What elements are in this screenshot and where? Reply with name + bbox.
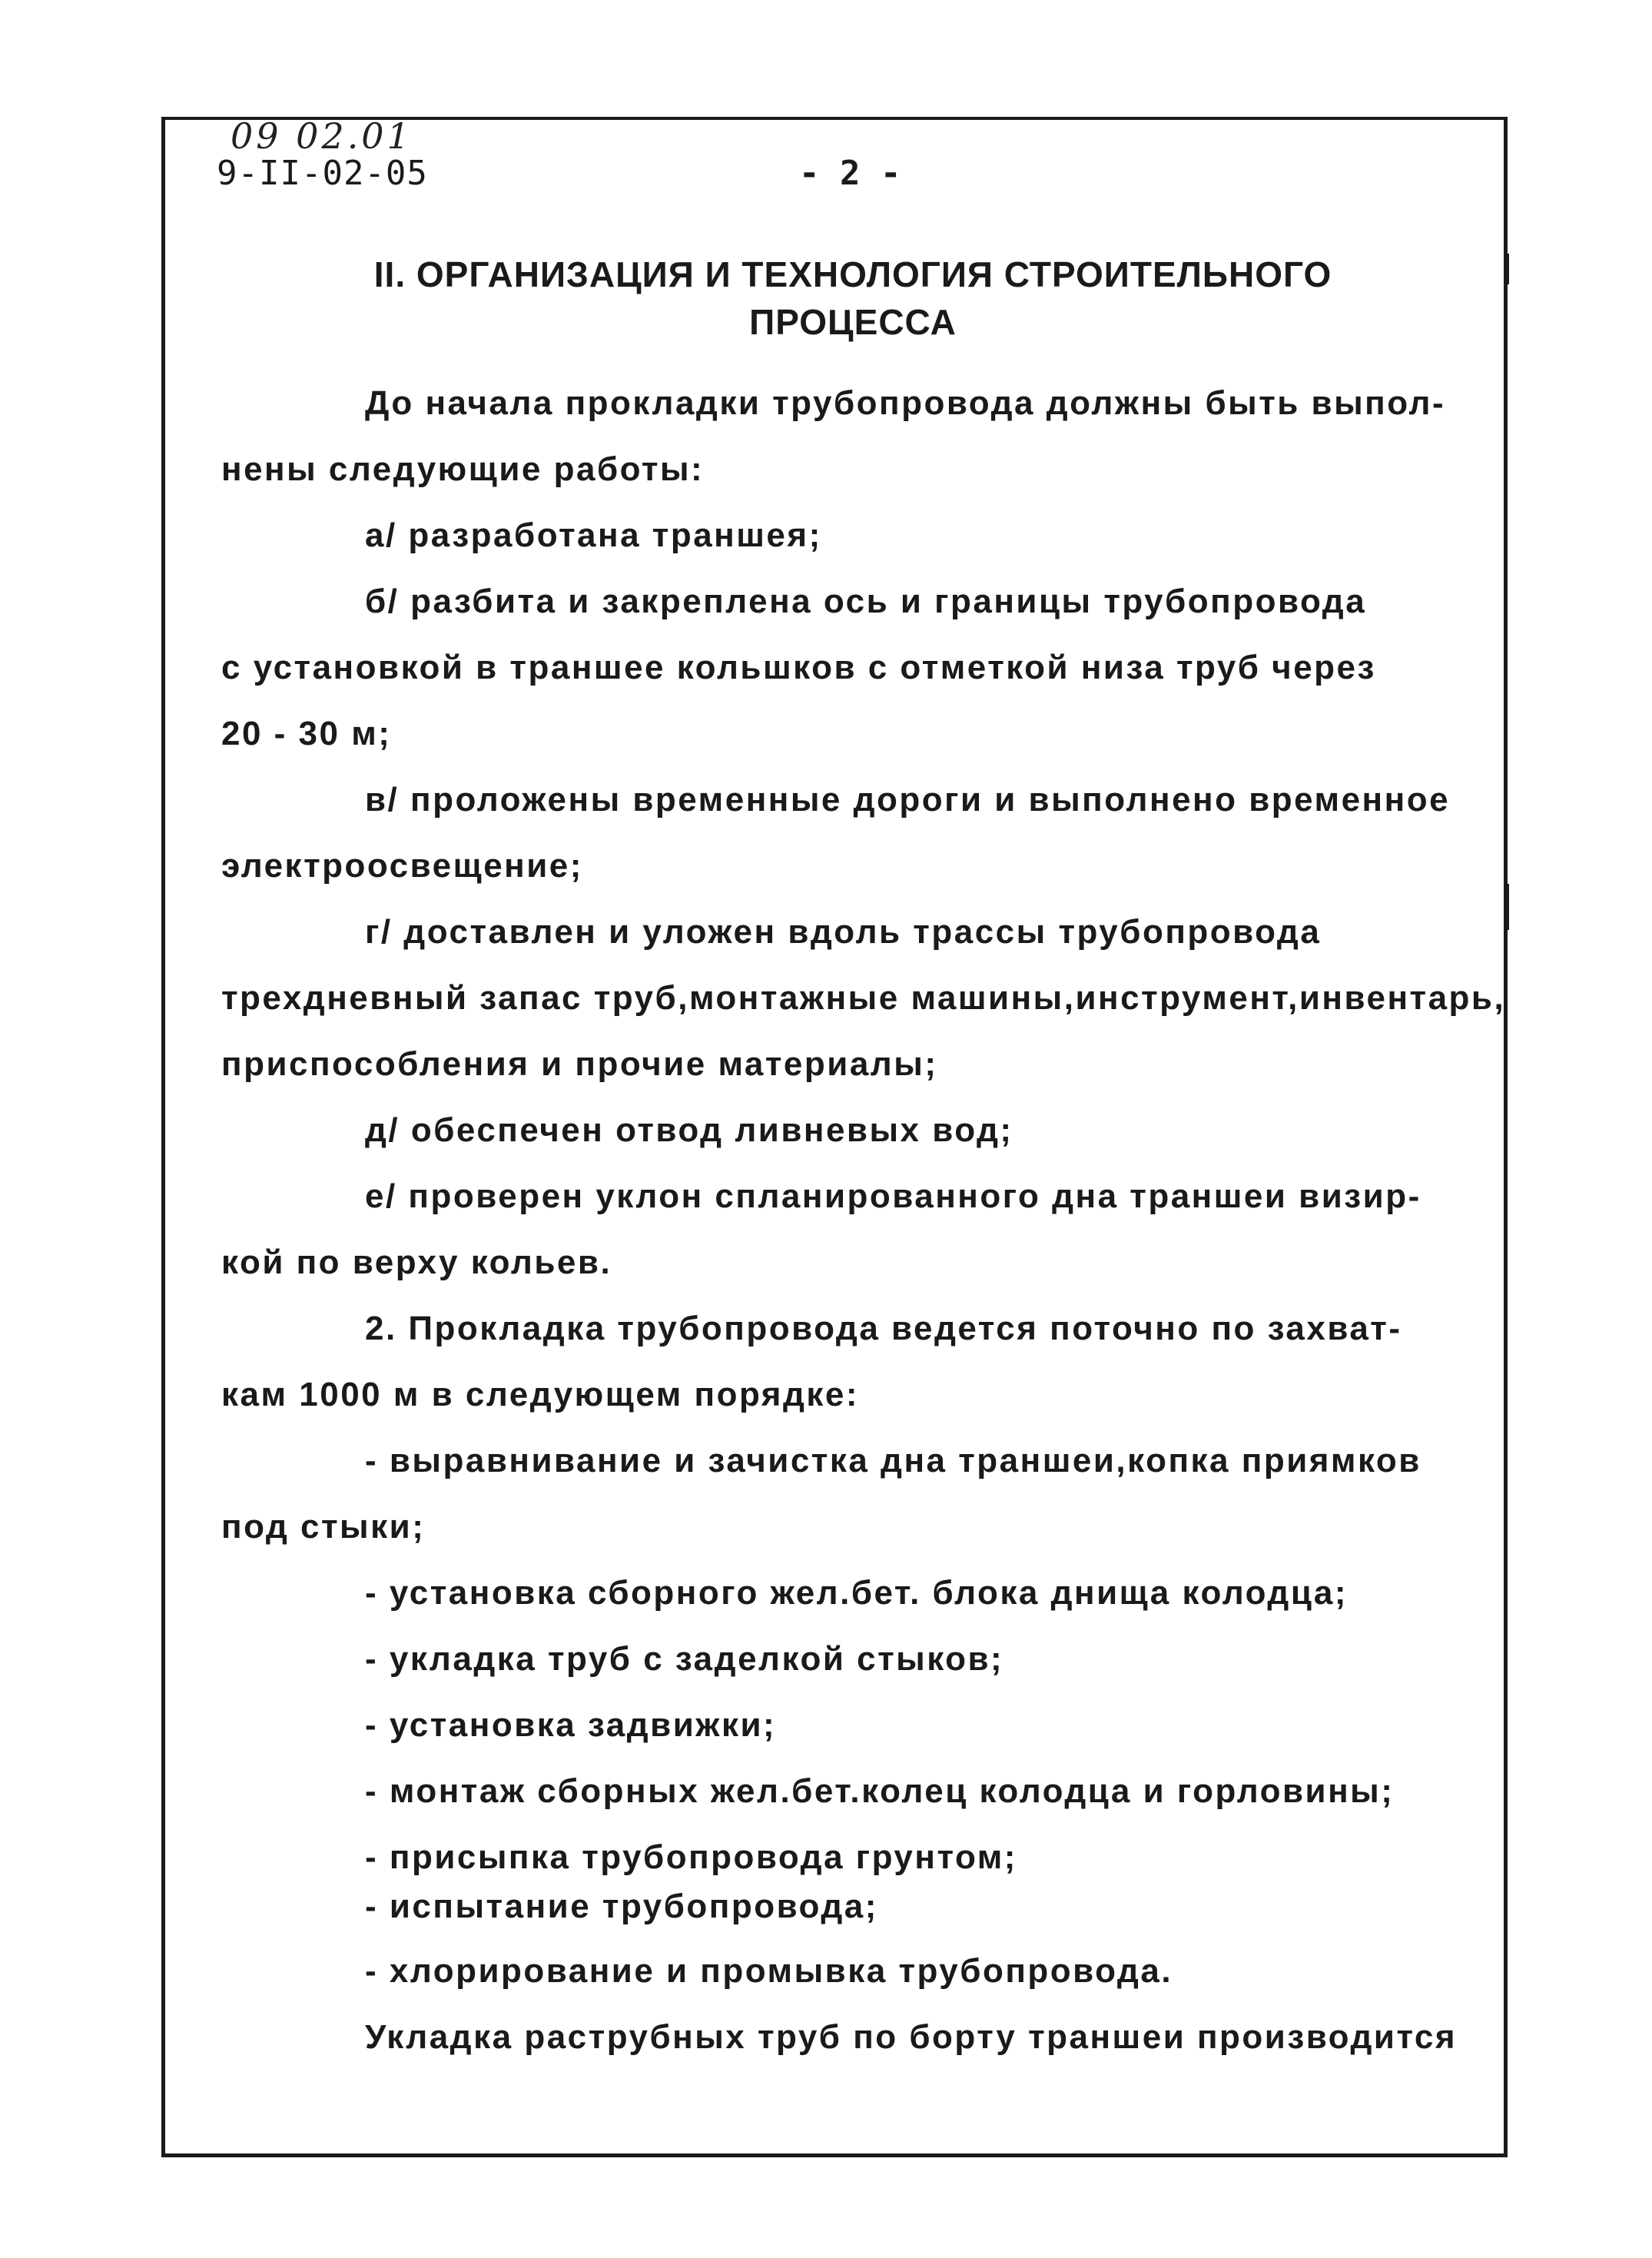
list-item: б/ разбита и закреплена ось и границы трубопровода xyxy=(365,583,1367,620)
page-number: - 2 - xyxy=(799,154,901,193)
handwritten-archive-code: 09 02.01 xyxy=(231,115,413,157)
paragraph-line: приспособления и прочие материалы; xyxy=(221,1045,938,1083)
paragraph-line: трехдневный запас труб,монтажные машины,инструмент,инвентарь, xyxy=(221,979,1506,1017)
paragraph-line: 20 - 30 м; xyxy=(221,715,392,752)
paragraph-line: электроосвещение; xyxy=(221,847,583,885)
list-item: г/ доставлен и уложен вдоль трассы трубопровода xyxy=(365,913,1322,951)
section-title-line-2: ПРОЦЕССА xyxy=(749,302,957,342)
paragraph-line: кой по верху кольев. xyxy=(221,1244,612,1281)
scan-mark xyxy=(1506,884,1509,930)
paragraph-line: с установкой в траншее кольшков с отметкой низа труб через xyxy=(221,649,1376,686)
paragraph-line: Укладка раструбных труб по борту траншеи производится xyxy=(365,2018,1458,2056)
list-item: е/ проверен уклон спланированного дна траншеи визир- xyxy=(365,1177,1421,1215)
paragraph-line: под стыки; xyxy=(221,1508,426,1546)
list-item: а/ разработана траншея; xyxy=(365,516,822,554)
scan-mark xyxy=(1506,254,1509,284)
list-item: - хлорирование и промывка трубопровода. xyxy=(365,1952,1173,1990)
list-item: д/ обеспечен отвод ливневых вод; xyxy=(365,1111,1013,1149)
paragraph-line: кам 1000 м в следующем порядке: xyxy=(221,1376,860,1413)
document-code: 9-II-02-05 xyxy=(217,154,428,193)
list-item: - установка сборного жел.бет. блока днища колодца; xyxy=(365,1574,1348,1612)
list-item: - испытание трубопровода; xyxy=(365,1888,878,1925)
list-item: - укладка труб с заделкой стыков; xyxy=(365,1640,1004,1678)
list-item: - монтаж сборных жел.бет.колец колодца и горловины; xyxy=(365,1772,1395,1810)
section-title-line-1: II. ОРГАНИЗАЦИЯ И ТЕХНОЛОГИЯ СТРОИТЕЛЬНОГО xyxy=(373,254,1332,294)
list-item: - присыпка трубопровода грунтом; xyxy=(365,1838,1017,1876)
paragraph-line: До начала прокладки трубопровода должны быть выпол- xyxy=(365,384,1446,422)
paragraph-line: нены следующие работы: xyxy=(221,450,705,488)
list-item: - установка задвижки; xyxy=(365,1706,777,1744)
list-item: - выравнивание и зачистка дна траншеи,копка приямков xyxy=(365,1442,1421,1479)
list-item: в/ проложены временные дороги и выполнено временное xyxy=(365,781,1451,819)
paragraph-line: 2. Прокладка трубопровода ведется поточно по захват- xyxy=(365,1310,1402,1347)
